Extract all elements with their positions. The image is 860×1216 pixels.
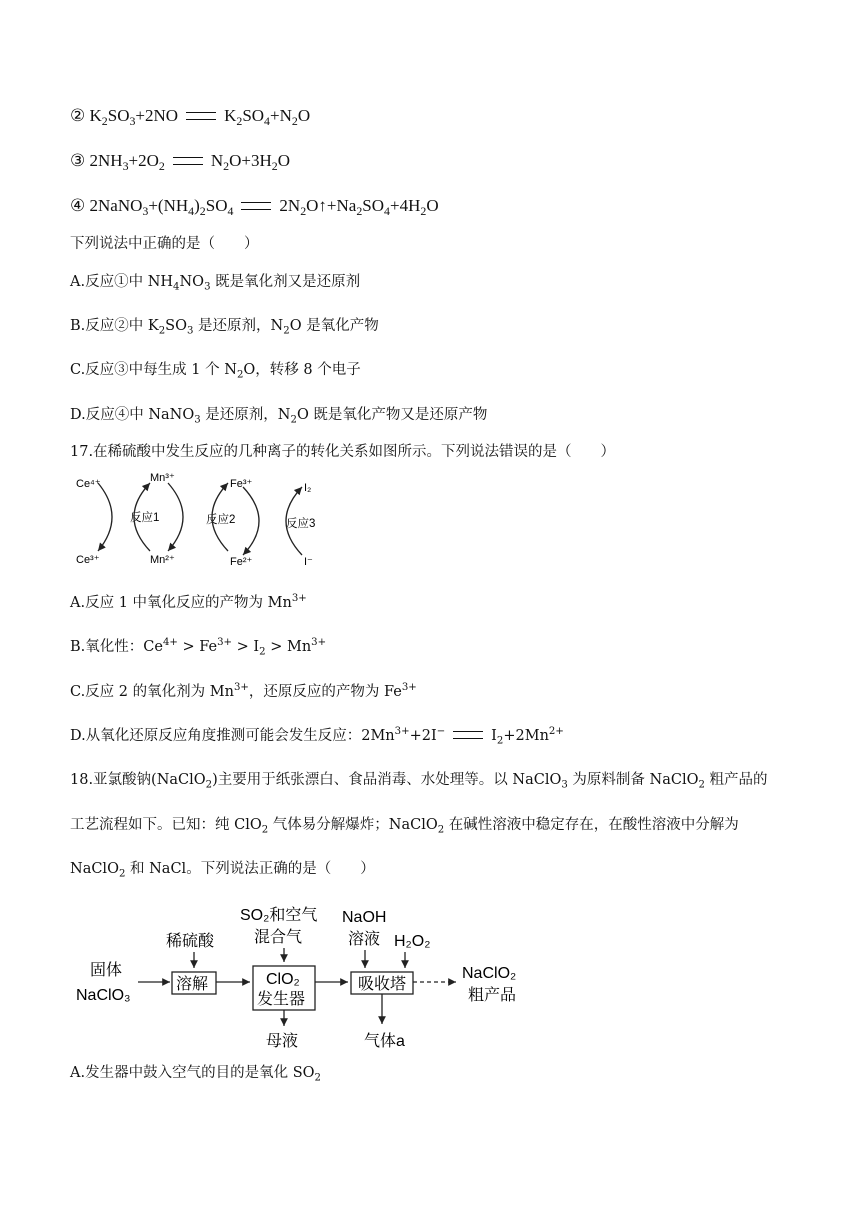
ion-conversion-diagram: [68, 465, 348, 575]
absorption-tower-label: 吸收塔: [358, 976, 407, 993]
ce4-label: Ce⁴⁺: [76, 478, 101, 490]
q17-option-b: B.氧化性：$Ce^{4+} > Fe^{3+} > I_2 > Mn^{3+}$: [70, 636, 327, 658]
q16-stem: 下列说法中正确的是（ ）: [70, 236, 259, 252]
reaction-1-label: 反应1: [130, 512, 160, 524]
so2-air-label-1: SO₂和空气: [240, 907, 318, 924]
input-solid-label: 固体: [90, 962, 123, 979]
q18-option-a: A.发生器中鼓入空气的目的是氧化 $SO_2$: [70, 1065, 321, 1084]
q17-option-c: C.反应 2 的氧化剂为 $Mn^{3+}$，还原反应的产物为 $Fe^{3+}$: [70, 681, 417, 700]
mother-liquor-label: 母液: [266, 1033, 299, 1050]
naoh-solution-label: 溶液: [348, 931, 381, 948]
crude-product-label: 粗产品: [468, 987, 517, 1004]
equation-3: ③ $2NH_3+2O_2$ $N_2O+3H_2O$: [70, 151, 290, 174]
q18-stem-line-2: 工艺流程如下。已知：纯 ClO$_2$ 气体易分解爆炸；NaClO$_2$ 在碱性溶液中稳定存在，在酸性溶液中分解为: [70, 817, 739, 836]
q18-stem-line-1: 18.亚氯酸钠(NaClO$_2$)主要用于纸张漂白、食品消毒、水处理等。以 NaClO$_3$ 为原料制备 NaClO$_2$ 粗产品的: [70, 772, 768, 791]
q16-option-b: B.反应②中 $K_2SO_3$ 是还原剂，$N_2O$ 是氧化产物: [70, 318, 379, 337]
process-flow-diagram: [70, 900, 540, 1060]
q17-stem: 17.在稀硫酸中发生反应的几种离子的转化关系如图所示。下列说法错误的是（ ）: [70, 444, 616, 460]
q16-option-a: A.反应①中 $NH_4NO_3$ 既是氧化剂又是还原剂: [70, 274, 361, 293]
so2-air-label-2: 混合气: [254, 929, 303, 946]
iodide-label: I⁻: [304, 556, 313, 568]
reaction-2-label: 反应2: [206, 514, 236, 526]
clo2-label: ClO₂: [266, 971, 300, 988]
equation-4: ④ $2NaNO_3+(NH_4)_2SO_4$ $2N_2O↑+Na_2SO_4+4H_2O$: [70, 196, 439, 219]
q16-option-d: D.反应④中 NaNO$_3$ 是还原剂，$N_2O$ 既是氧化产物又是还原产物: [70, 407, 488, 426]
dilute-sulfuric-acid-label: 稀硫酸: [166, 933, 215, 950]
input-naclo3-label: NaClO₃: [76, 987, 131, 1004]
fe3-label: Fe³⁺: [230, 478, 253, 490]
naclo2-label: NaClO₂: [462, 965, 517, 982]
q17-option-a: A.反应 1 中氧化反应的产物为 $Mn^{3+}$: [70, 592, 307, 611]
reaction-3-label: 反应3: [286, 518, 316, 530]
i2-label: I₂: [304, 482, 312, 494]
gas-a-label: 气体a: [364, 1033, 405, 1050]
q17-option-d: D.从氧化还原反应角度推测可能会发生反应：$2Mn^{3+}+2I^-$ $I_2+2Mn^{2+}$: [70, 725, 564, 747]
q16-option-c: C.反应③中每生成 1 个 $N_2O$，转移 8 个电子: [70, 362, 361, 381]
generator-label: 发生器: [257, 991, 306, 1008]
dissolve-label: 溶解: [176, 976, 209, 993]
mn3-label: Mn³⁺: [150, 472, 175, 484]
equation-2: ② $K_2SO_3+2NO$ $K_2SO_4+N_2O$: [70, 106, 311, 129]
q18-stem-line-3: NaClO$_2$ 和 NaCl。下列说法正确的是（ ）: [70, 861, 375, 880]
ce3-label: Ce³⁺: [76, 554, 100, 566]
fe2-label: Fe²⁺: [230, 556, 253, 568]
mn2-label: Mn²⁺: [150, 554, 175, 566]
h2o2-label: H₂O₂: [394, 933, 431, 950]
naoh-label: NaOH: [342, 909, 387, 926]
